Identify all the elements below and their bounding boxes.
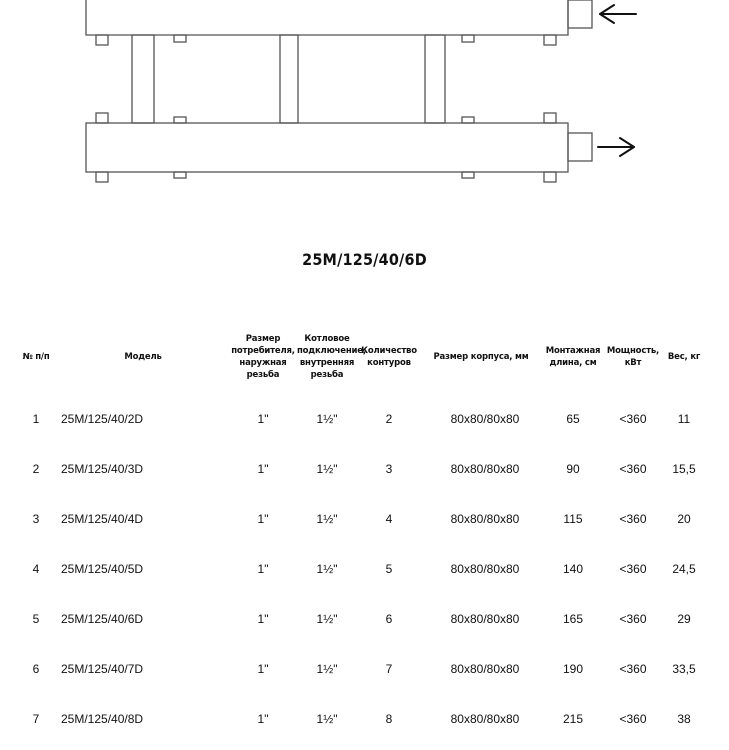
cell-power: <360 — [619, 612, 647, 626]
cell-boiler: 1½" — [316, 612, 338, 626]
header-body-size: Размер корпуса, мм — [433, 352, 529, 362]
cell-consumer: 1" — [257, 612, 269, 626]
cell-length: 215 — [562, 712, 584, 726]
header-contours: Количество контуров — [361, 346, 417, 368]
cell-power: <360 — [619, 412, 647, 426]
cell-num: 3 — [32, 512, 40, 526]
cell-model: 25M/125/40/3D — [61, 462, 144, 476]
cell-body-size: 80x80/80x80 — [450, 712, 520, 726]
cell-contours: 5 — [385, 562, 393, 576]
header-mount-length: Монтажная длина, см — [545, 346, 601, 368]
cell-length: 65 — [566, 412, 580, 426]
cell-length: 115 — [563, 512, 583, 526]
cell-model: 25M/125/40/4D — [61, 512, 144, 526]
header-consumer-size: Размер потребителя, наружная резьба — [231, 334, 295, 380]
cell-boiler: 1½" — [316, 712, 338, 726]
cell-weight: 24,5 — [672, 562, 696, 576]
header-model: Модель — [124, 352, 162, 362]
header-boiler-connection: Котловое подключение, внутренняя резьба — [297, 334, 366, 380]
cell-body-size: 80x80/80x80 — [450, 612, 520, 626]
cell-model: 25M/125/40/5D — [61, 562, 144, 576]
cell-weight: 11 — [677, 412, 691, 426]
cell-boiler: 1½" — [316, 662, 338, 676]
cell-num: 4 — [32, 562, 40, 576]
cell-consumer: 1" — [257, 512, 269, 526]
cell-weight: 33,5 — [672, 662, 696, 676]
cell-power: <360 — [619, 662, 647, 676]
header-weight: Вес, кг — [667, 352, 701, 362]
header-power: Мощность, кВт — [606, 346, 660, 368]
cell-length: 165 — [562, 612, 584, 626]
cell-model: 25M/125/40/2D — [61, 412, 144, 426]
cell-body-size: 80x80/80x80 — [450, 512, 520, 526]
cell-body-size: 80x80/80x80 — [450, 662, 520, 676]
cell-body-size: 80x80/80x80 — [450, 562, 520, 576]
cell-consumer: 1" — [257, 662, 269, 676]
cell-boiler: 1½" — [316, 412, 338, 426]
cell-consumer: 1" — [257, 412, 269, 426]
cell-num: 6 — [32, 662, 40, 676]
cell-model: 25M/125/40/6D — [61, 612, 144, 626]
product-title: 25M/125/40/6D — [302, 250, 427, 269]
cell-weight: 20 — [677, 512, 691, 526]
cell-weight: 38 — [677, 712, 691, 726]
cell-model: 25M/125/40/7D — [61, 662, 144, 676]
cell-boiler: 1½" — [316, 512, 338, 526]
cell-num: 2 — [32, 462, 40, 476]
cell-body-size: 80x80/80x80 — [450, 412, 520, 426]
cell-contours: 3 — [385, 462, 393, 476]
cell-contours: 7 — [385, 662, 393, 676]
cell-power: <360 — [619, 562, 647, 576]
cell-power: <360 — [619, 462, 647, 476]
cell-model: 25M/125/40/8D — [61, 712, 144, 726]
cell-length: 190 — [562, 662, 584, 676]
manifold-drawing — [0, 0, 729, 200]
cell-consumer: 1" — [257, 562, 269, 576]
cell-weight: 29 — [677, 612, 691, 626]
cell-length: 140 — [562, 562, 584, 576]
cell-boiler: 1½" — [316, 462, 338, 476]
cell-consumer: 1" — [257, 712, 269, 726]
cell-contours: 4 — [385, 512, 393, 526]
cell-length: 90 — [566, 462, 580, 476]
cell-body-size: 80x80/80x80 — [450, 462, 520, 476]
cell-num: 1 — [32, 412, 40, 426]
cell-weight: 15,5 — [672, 462, 696, 476]
cell-num: 7 — [32, 712, 40, 726]
cell-contours: 6 — [385, 612, 393, 626]
header-num: № п/п — [22, 352, 50, 362]
cell-contours: 2 — [385, 412, 393, 426]
cell-num: 5 — [32, 612, 40, 626]
cell-contours: 8 — [385, 712, 393, 726]
cell-boiler: 1½" — [316, 562, 338, 576]
cell-consumer: 1" — [257, 462, 269, 476]
cell-power: <360 — [619, 512, 647, 526]
cell-power: <360 — [619, 712, 647, 726]
